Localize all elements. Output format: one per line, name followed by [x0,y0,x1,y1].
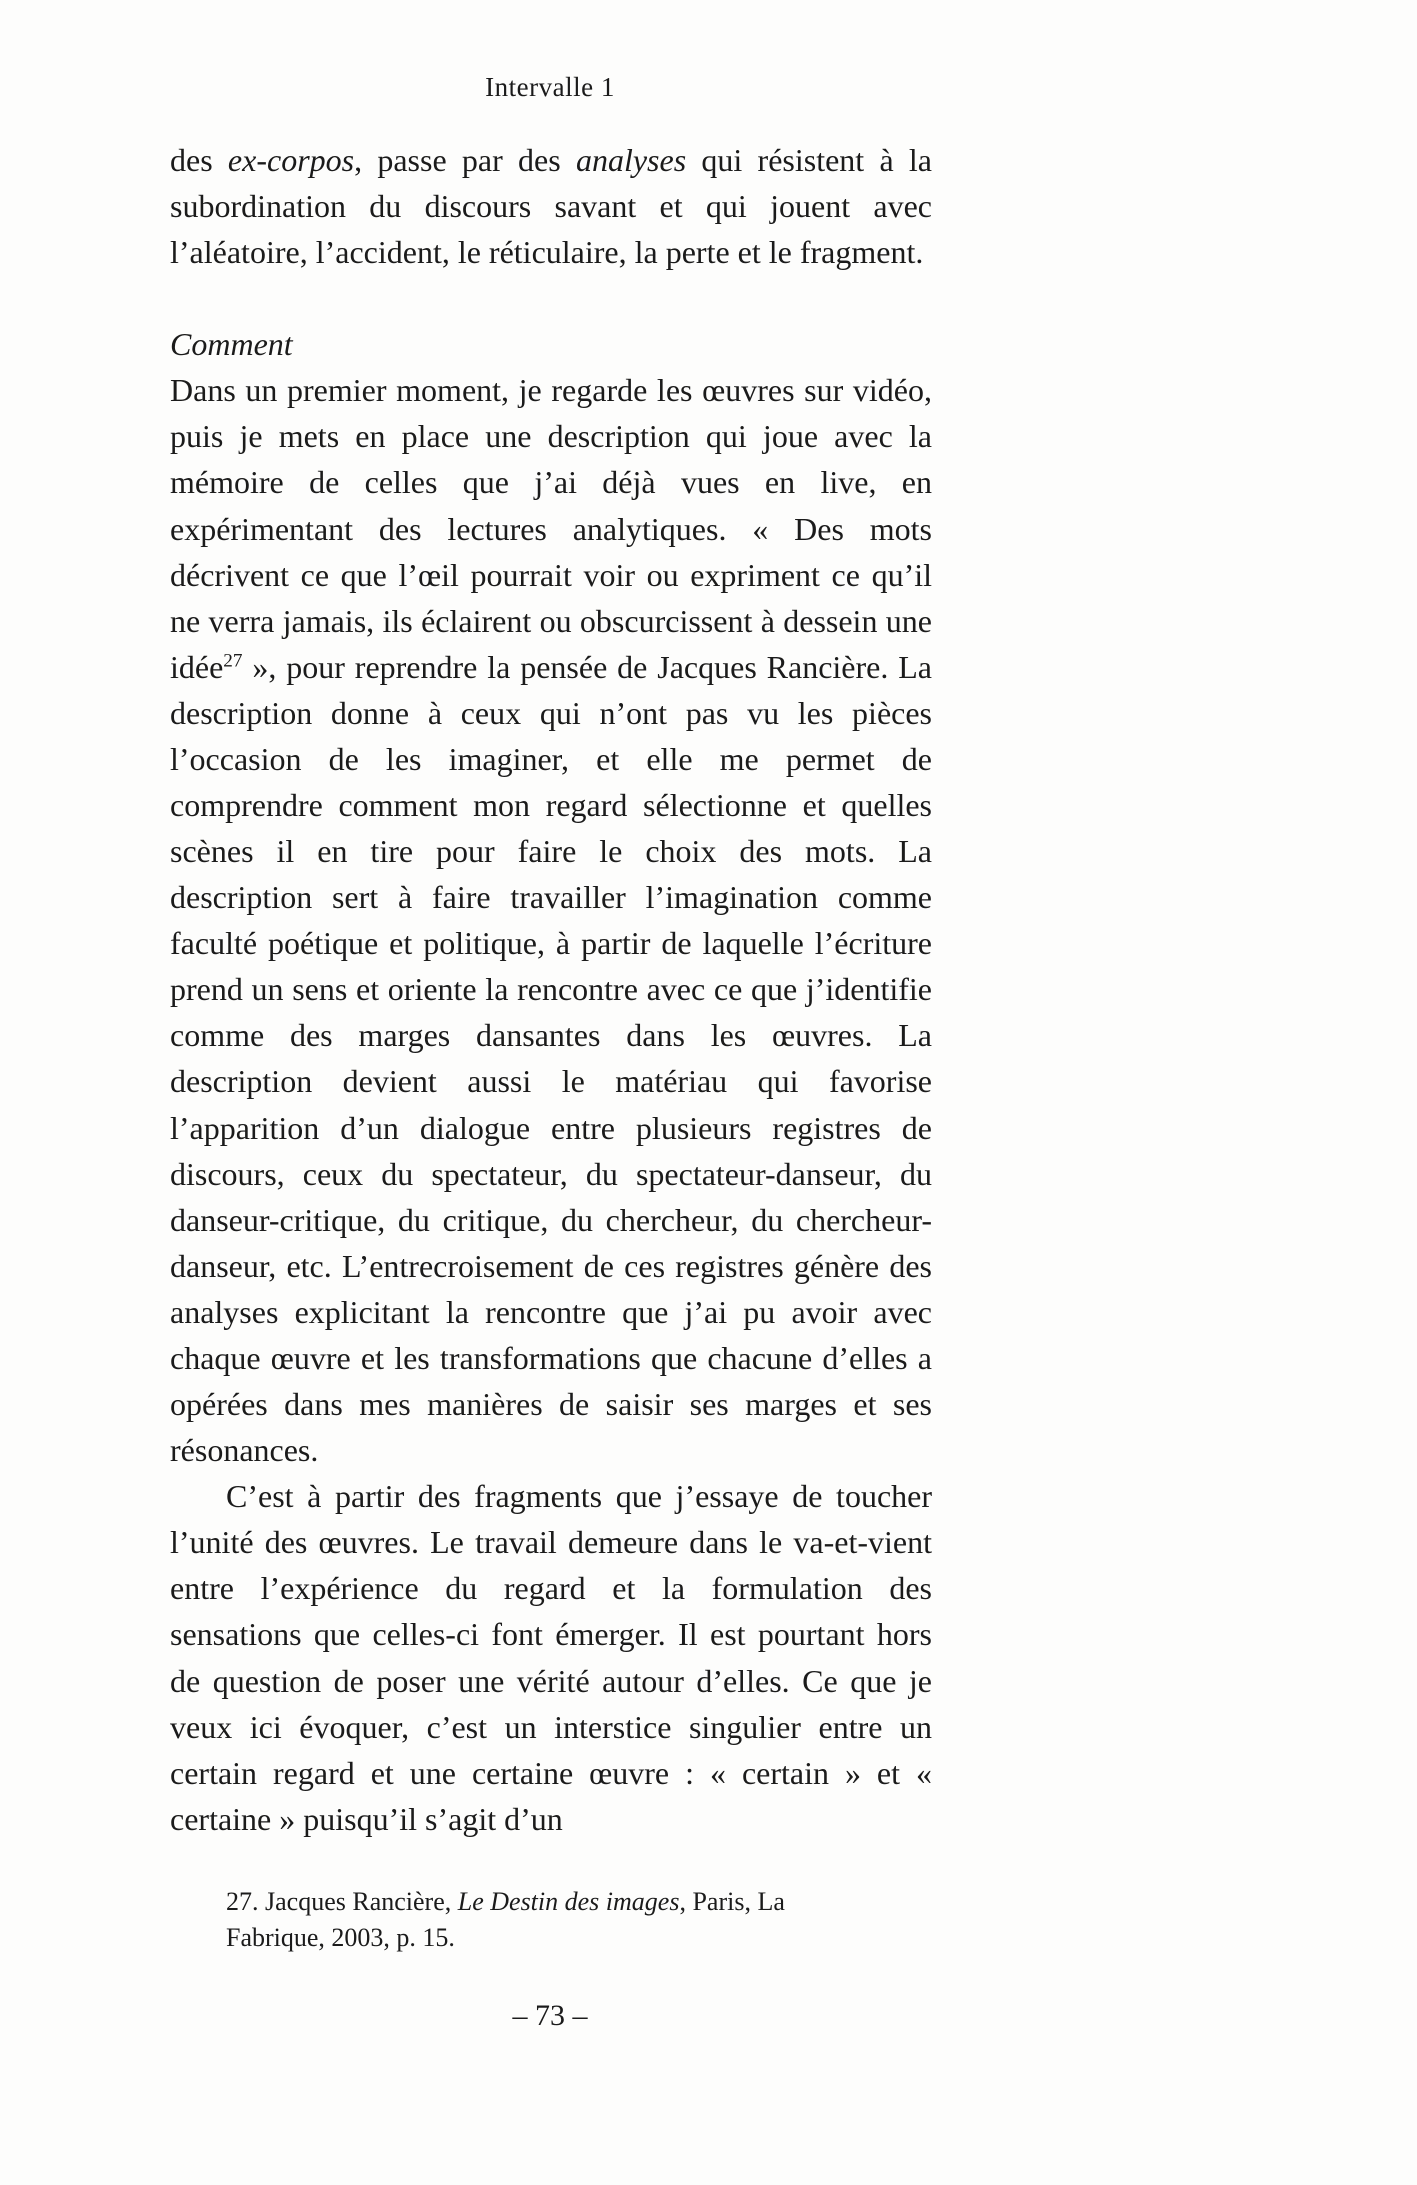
italic-text: analyses [575,142,687,178]
running-head: Intervalle 1 [485,72,615,102]
text-run: Comment [170,326,293,363]
text-run: 27. Jacques Rancière, [226,1886,458,1916]
paragraph [170,1473,932,1842]
italic-text: Le Destin des images [457,1886,680,1916]
text-run: », pour reprendre la pensée de Jacques Rancière. La description donne à ceux qui n’ont pas vu les pièces l’occasion de les imaginer, et elle me permet de comprendre comment mon regard sélectionne et quelles scènes il en tire pour faire le choix des mots. La description sert à faire travailler l’imagination comme faculté poétique et politique, à partir de laquelle l’écriture prend un sens et oriente la rencontre avec ce que j’identifie comme des marges dansantes dans les œuvres. La description devient aussi le matériau qui favorise l’apparition d’un dialogue entre plusieurs registres de discours, ceux du spectateur, du spectateur-danseur, du danseur-critique, du critique, du chercheur, du chercheur-danseur, etc. L’entrecroisement de ces registres génère des analyses explicitant la rencontre que j’ai pu avoir avec chaque œuvre et les transformations que chacune d’elles a opérées dans mes manières de saisir ses marges et ses résonances. [170,648,932,1469]
text-run: des [170,142,228,178]
paragraph [170,367,932,1473]
text-run: , Paris, La Fabrique, 2003, p. 15. [226,1886,785,1953]
footnote-marker: 27 [223,650,243,672]
text-run: C’est à partir des fragments que j’essaye de toucher l’unité des œuvres. Le travail demeure dans le va-et-vient entre l’expérience du regard et la formulation des sensations que celles-ci font émerger. Il est pourtant hors de question de poser une vérité autour d’elles. Ce que je veux ici évoquer, c’est un interstice singulier entre un certain regard et une certaine œuvre : « certain » et « certaine » puisqu’il s’agit d’un [170,1478,932,1837]
paragraph [170,137,932,275]
section-heading [170,321,932,367]
text-run: , passe par des [354,142,576,178]
footnote [226,1884,858,1957]
italic-text: ex-corpos [227,142,355,178]
text-run: Dans un premier moment, je regarde les œuvres sur vidéo, puis je mets en place une description qui joue avec la mémoire de celles que j’ai déjà vues en live, en expérimentant des lectures analytiques. « Des mots décrivent ce que l’œil pourrait voir ou expriment ce qu’il ne verra jamais, ils éclairent ou obscurcissent à dessein une idée [170,372,932,685]
text-block [170,137,932,1842]
page-number: – 73 – [512,1998,588,2032]
text-run: qui résistent à la subordination du discours savant et qui jouent avec l’aléatoire, l’accident, le réticulaire, la perte et le fragment. [170,142,933,271]
